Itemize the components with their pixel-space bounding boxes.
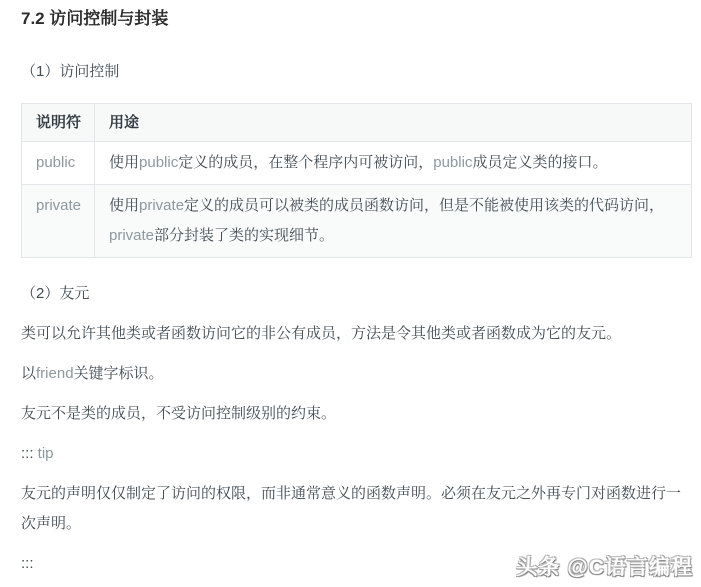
page-title: 7.2 访问控制与封装 — [21, 9, 169, 28]
section-heading-access-control: （1）访问控制 — [21, 63, 120, 80]
watermark: 头条 @C语言编程 — [516, 556, 693, 579]
access-specifier-table — [21, 103, 692, 258]
table-header-specifier: 说明符 — [22, 104, 95, 142]
section-heading-friend: （2）友元 — [21, 285, 90, 302]
paragraph-tip-content: 友元的声明仅仅制定了访问的权限，而非通常意义的函数声明。必须在友元之外再专门对函数进行一次声明。 — [21, 485, 682, 532]
tip-close-marker: ::: — [21, 555, 34, 572]
paragraph-friend-rule: 友元不是类的成员，不受访问控制级别的约束。 — [21, 405, 337, 422]
table-header-usage: 用途 — [95, 104, 692, 142]
specifier-cell-private: private — [22, 185, 95, 258]
paragraph-friend-keyword: 以friend关键字标识。 — [21, 365, 164, 382]
table-row-public — [22, 142, 692, 185]
table-row-private — [22, 185, 692, 258]
tip-open-marker: ::: tip — [21, 445, 54, 462]
usage-cell-private: 使用private定义的成员可以被类的成员函数访问，但是不能被使用该类的代码访问，private部分封装了类的实现细节。 — [95, 185, 692, 258]
usage-cell-public: 使用public定义的成员，在整个程序内可被访问，public成员定义类的接口。 — [95, 142, 692, 185]
paragraph-friend-intro: 类可以允许其他类或者函数访问它的非公有成员，方法是令其他类或者函数成为它的友元。 — [21, 325, 622, 342]
table-header-row — [22, 104, 692, 142]
specifier-cell-public: public — [22, 142, 95, 185]
